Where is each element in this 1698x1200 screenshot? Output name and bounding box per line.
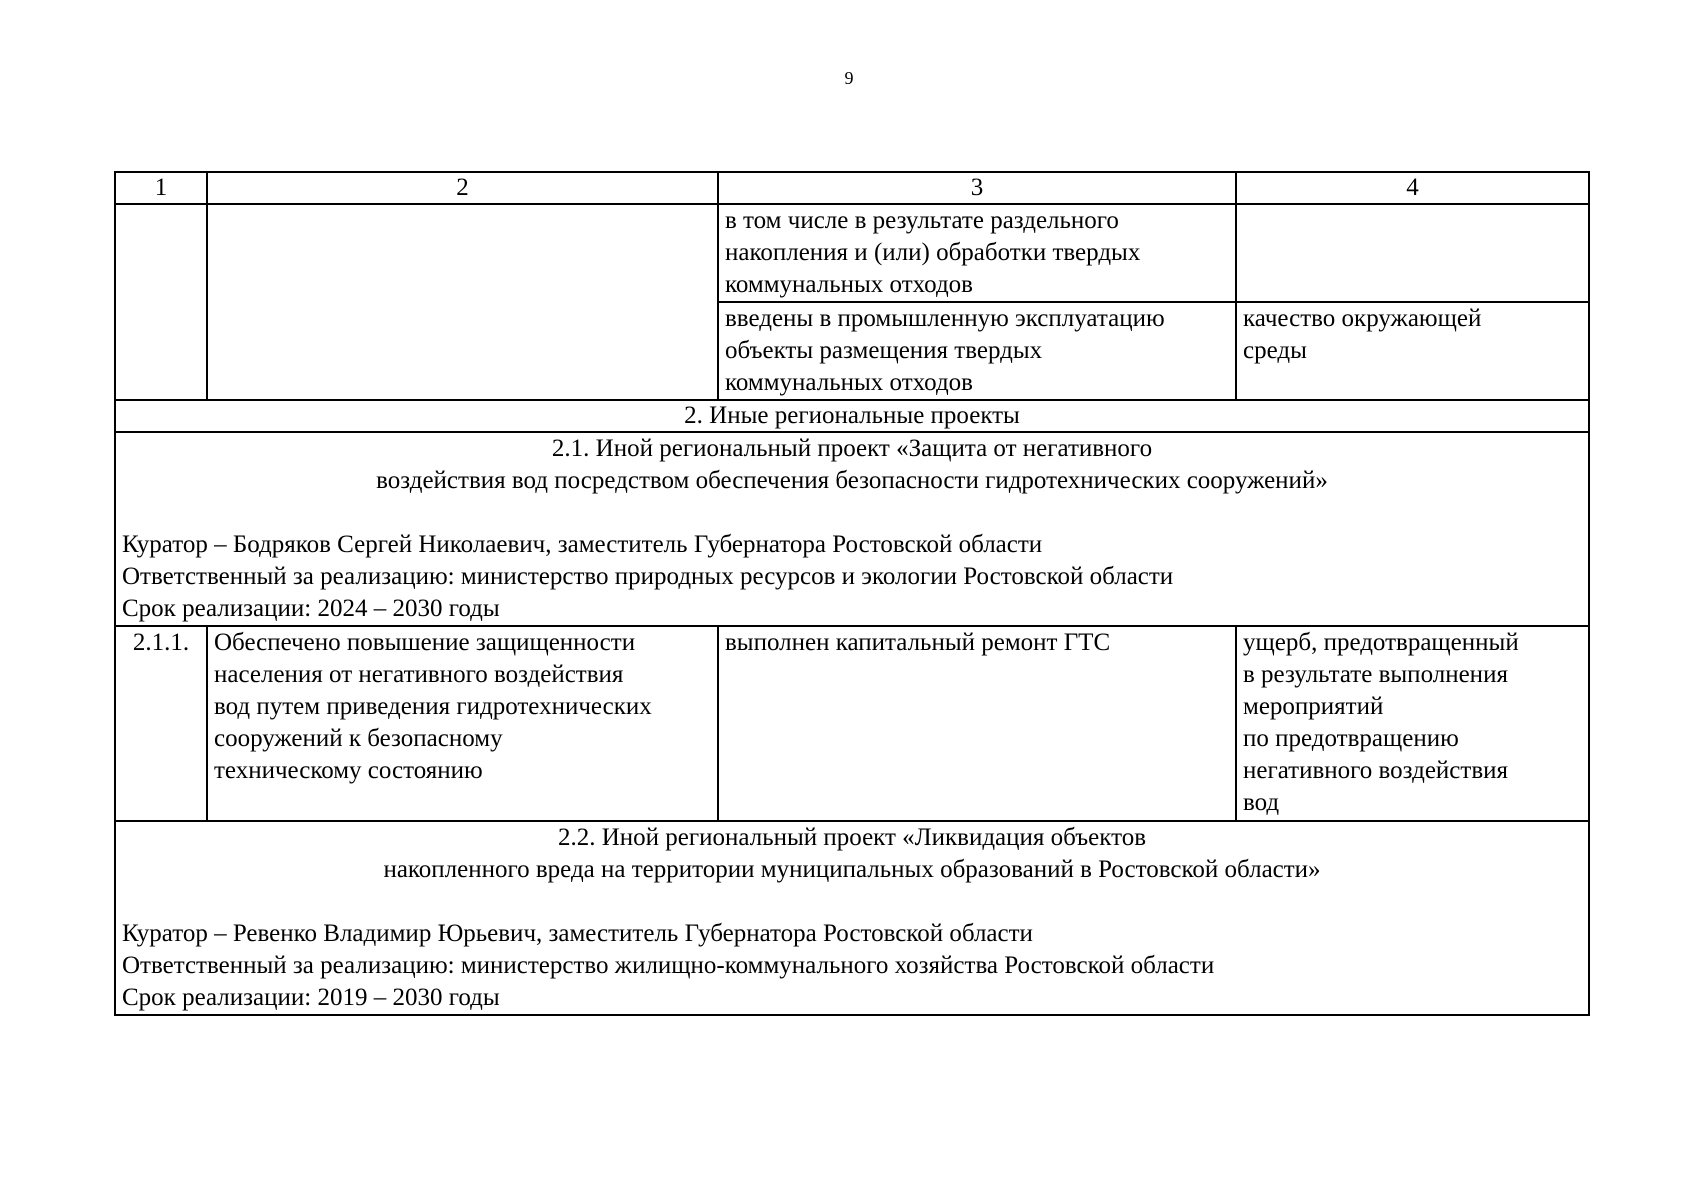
- cell-line: населения от негативного воздействия: [214, 661, 624, 688]
- section-title: 2. Иные региональные проекты: [115, 400, 1589, 432]
- project-curator: Куратор – Ревенко Владимир Юрьевич, заместитель Губернатора Ростовской области: [122, 920, 1033, 947]
- cell-line: объекты размещения твердых: [725, 337, 1043, 364]
- project-term: Срок реализации: 2024 – 2030 годы: [122, 595, 500, 622]
- table-row: [115, 204, 1589, 302]
- cell-line: негативного воздействия: [1243, 757, 1509, 784]
- cell-line: накопления и (или) обработки твердых: [725, 239, 1141, 266]
- table-cell-col4: [1236, 302, 1589, 400]
- table-cell-num: [115, 204, 207, 400]
- table-cell-col3: [718, 302, 1236, 400]
- cell-line: по предотвращению: [1243, 725, 1459, 752]
- column-header-4: 4: [1236, 172, 1589, 204]
- project-responsible: Ответственный за реализацию: министерство жилищно-коммунального хозяйства Ростовской области: [122, 952, 1215, 979]
- project-title-line: накопленного вреда на территории муниципальных образований в Ростовской области»: [383, 856, 1321, 883]
- column-header-1: 1: [115, 172, 207, 204]
- project-title-line: воздействия вод посредством обеспечения безопасности гидротехнических сооружений»: [376, 467, 1328, 494]
- project-header-row: [115, 432, 1589, 626]
- table-cell-col4: [1236, 204, 1589, 302]
- cell-line: качество окружающей: [1243, 305, 1482, 332]
- cell-line: сооружений к безопасному: [214, 725, 503, 752]
- table-cell-col3: [718, 626, 1236, 821]
- table-cell-col2: [207, 626, 718, 821]
- column-header-3: 3: [718, 172, 1236, 204]
- table-cell-num: 2.1.1.: [115, 626, 207, 821]
- cell-line: введены в промышленную эксплуатацию: [725, 305, 1165, 332]
- cell-line: мероприятий: [1243, 693, 1384, 720]
- project-2-2-header: [115, 821, 1589, 1015]
- cell-line: вод путем приведения гидротехнических: [214, 693, 652, 720]
- column-header-2: 2: [207, 172, 718, 204]
- project-header-row: [115, 821, 1589, 1015]
- project-title-line: 2.2. Иной региональный проект «Ликвидация объектов: [557, 824, 1146, 851]
- project-curator: Куратор – Бодряков Сергей Николаевич, заместитель Губернатора Ростовской области: [122, 531, 1043, 558]
- project-term: Срок реализации: 2019 – 2030 годы: [122, 984, 500, 1011]
- table-cell-col3: [718, 204, 1236, 302]
- project-title: [122, 433, 1582, 497]
- project-responsible: Ответственный за реализацию: министерство природных ресурсов и экологии Ростовской области: [122, 563, 1174, 590]
- page-number: 9: [844, 68, 854, 88]
- section-row: [115, 400, 1589, 432]
- column-header-row: [115, 172, 1589, 204]
- cell-line: среды: [1243, 337, 1307, 364]
- cell-line: коммунальных отходов: [725, 271, 973, 298]
- cell-line: выполнен капитальный ремонт ГТС: [725, 629, 1111, 656]
- cell-line: техническому состоянию: [214, 757, 483, 784]
- cell-line: Обеспечено повышение защищенности: [214, 629, 636, 656]
- cell-line: ущерб, предотвращенный: [1243, 629, 1519, 656]
- cell-line: коммунальных отходов: [725, 369, 973, 396]
- table-cell-col4: [1236, 626, 1589, 821]
- project-title: [122, 822, 1582, 886]
- project-title-line: 2.1. Иной региональный проект «Защита от негативного: [551, 435, 1153, 462]
- project-2-1-header: [115, 432, 1589, 626]
- cell-line: вод: [1243, 789, 1280, 816]
- cell-line: в результате выполнения: [1243, 661, 1508, 688]
- table-row: [115, 626, 1589, 821]
- table-cell-col2: [207, 204, 718, 400]
- document-table: [114, 171, 1590, 1016]
- cell-line: в том числе в результате раздельного: [725, 207, 1119, 234]
